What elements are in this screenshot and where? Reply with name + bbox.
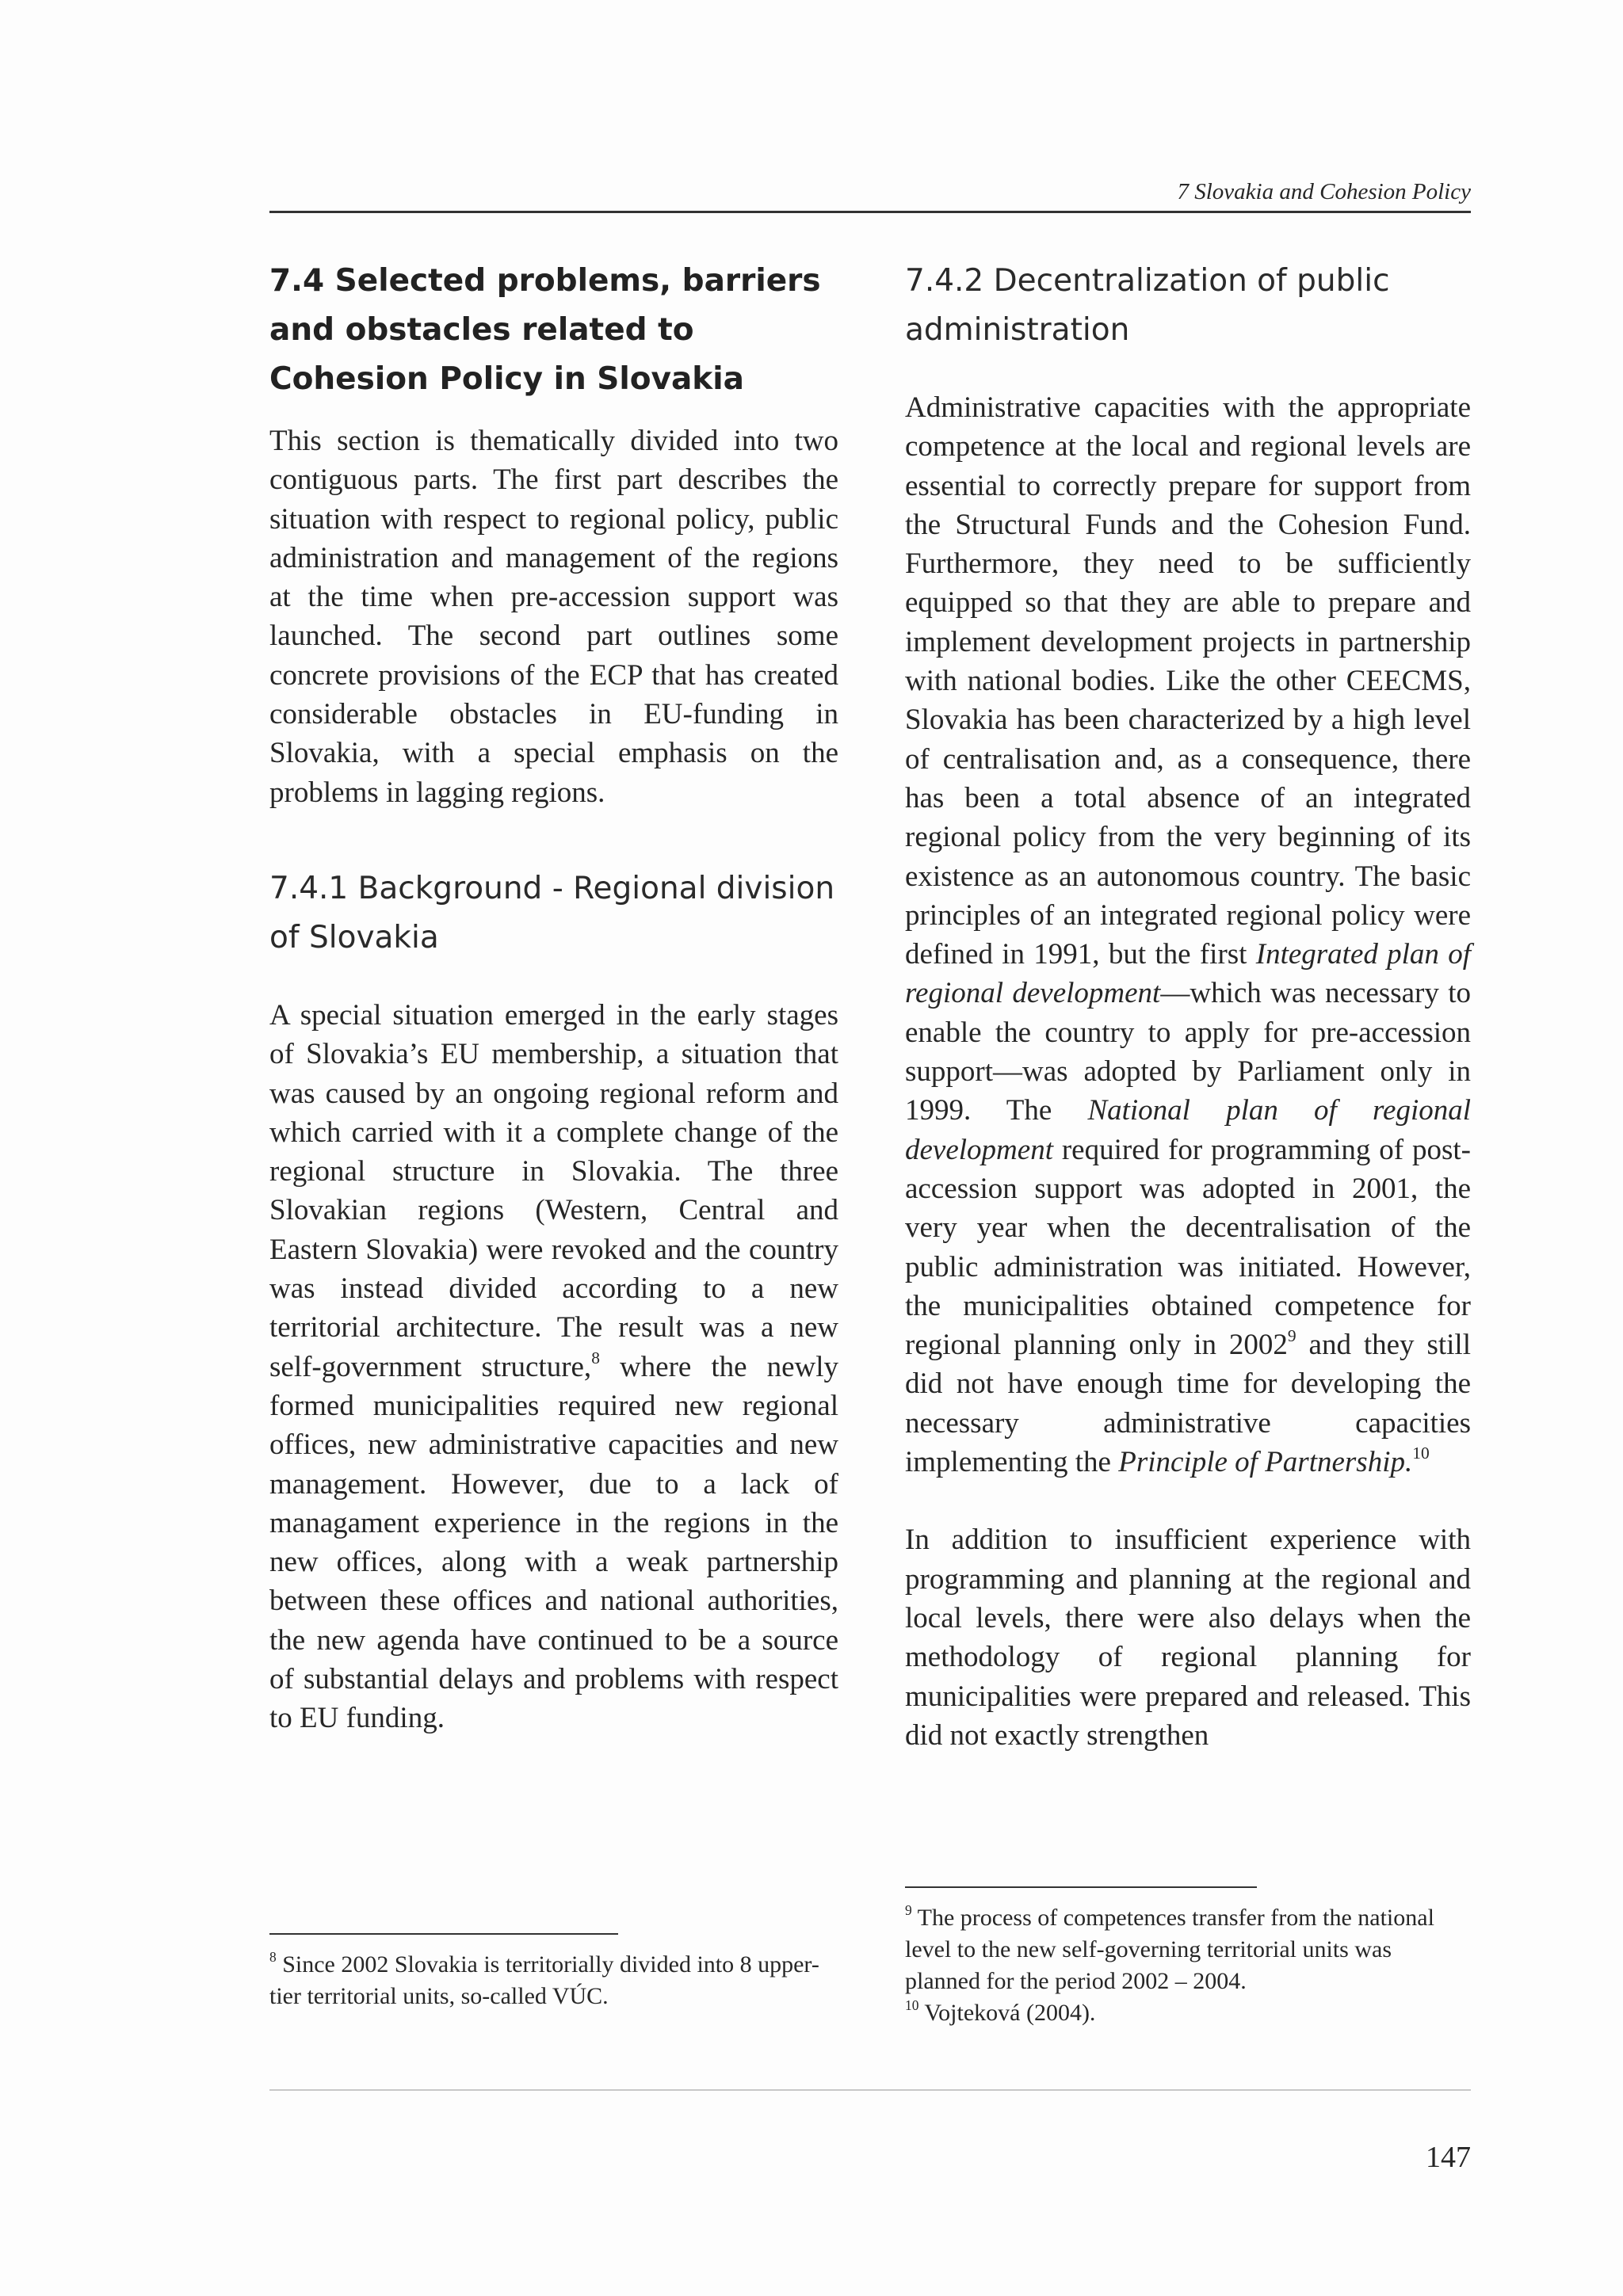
subsection-heading-7-4-1: 7.4.1 Background - Regional division of Slovakia <box>269 870 835 955</box>
footnote-rule <box>905 1886 1257 1888</box>
subsection-heading-7-4-2: 7.4.2 Decentralization of public administration <box>905 263 1390 348</box>
footnote-ref-8[interactable]: 8 <box>591 1348 600 1367</box>
decentralization-paragraph: Administrative capacities with the appropriate competence at the local and regional levels are essential to correctly prepare for support from the Structural Funds and the Cohesion Fund. Furthermore, they need to be sufficiently equipped so that they are able to prepare and implement development projects in partnership with national bodies. Like the other CEECMS, Slovakia has been characterized by a high level of centralisation and, as a consequence, there has been a total absence of an integrated regional policy from the very beginning of its existence as an autonomous country. The basic principles of an integrated regional policy were defined in 1991, but the first Integrated plan of regional development—which was necessary to enable the country to apply for pre-accession support—was adopted by Parliament only in 1999. The National plan of regional development required for programming of post-accession support was adopted in 2001, the very year when the decentralisation of the public administration was initiated. However, the municipalities obtained competence for regional planning only in 2002$^9$ and they still did not have enough time for developing the necessary administrative capacities implementing the Principle of Partnership.$^{10}$ <box>905 391 1472 1479</box>
regional-division-paragraph: A special situation emerged in the early stages of Slovakia’s EU membership, a situation that was caused by an ongoing regional reform and which carried with it a complete change of the regional structure in Slovakia. The three Slovakian regions (Western, Central and Eastern Slovakia) were revoked and the country was instead divided according to a new territorial architecture. The result was a new self-government structure,$^8$ where the newly formed municipalities required new regional offices, new administrative capacities and new management. However, due to a lack of managament experience in the regions in the new offices, along with a weak partnership between these offices and national authorities, the new agenda have continued to be a source of substantial delays and problems with respect to EU funding. <box>269 998 838 1735</box>
footnote-8: $^8$ Since 2002 Slovakia is territorially divided into 8 upper-tier territorial units, so-called VÚC. <box>269 1948 819 2009</box>
footnotes-right <box>905 1886 1471 2029</box>
footnote-10: $^{10}$ Vojteková (2004). <box>905 1997 1096 2026</box>
footer-rule <box>269 2089 1471 2091</box>
footnote-ref-10[interactable]: 10 <box>1412 1443 1430 1463</box>
right-column <box>905 255 1471 1755</box>
planning-delays-paragraph: In addition to insufficient experience with programming and planning at the regional and local levels, there were also delays when the methodology of regional planning for municipalities were prepared and released. This did not exactly strengthen <box>905 1524 1471 1752</box>
section-heading: 7.4 Selected problems, barriers and obstacles related to Cohesion Policy in Slovakia <box>269 263 821 397</box>
footnote-rule <box>269 1933 618 1935</box>
header-rule <box>269 211 1471 213</box>
running-header: 7 Slovakia and Cohesion Policy <box>1177 179 1471 204</box>
footnote-ref-9[interactable]: 9 <box>1287 1326 1296 1346</box>
footnote-9: $^9$ The process of competences transfer from the national level to the new self-governing territorial units was planned for the period 2002 – 2004. <box>905 1901 1434 1994</box>
section-intro-paragraph: This section is thematically divided into two contiguous parts. The first part describes the situation with respect to regional policy, public administration and management of the regions at the time when pre-accession support was launched. The second part outlines some concrete provisions of the ECP that has created considerable obstacles in EU-funding in Slovakia, with a special emphasis on the problems in lagging regions. <box>269 425 838 809</box>
footnotes-left <box>269 1933 838 2012</box>
left-column <box>269 255 838 1738</box>
page-number: 147 <box>1426 2141 1471 2174</box>
